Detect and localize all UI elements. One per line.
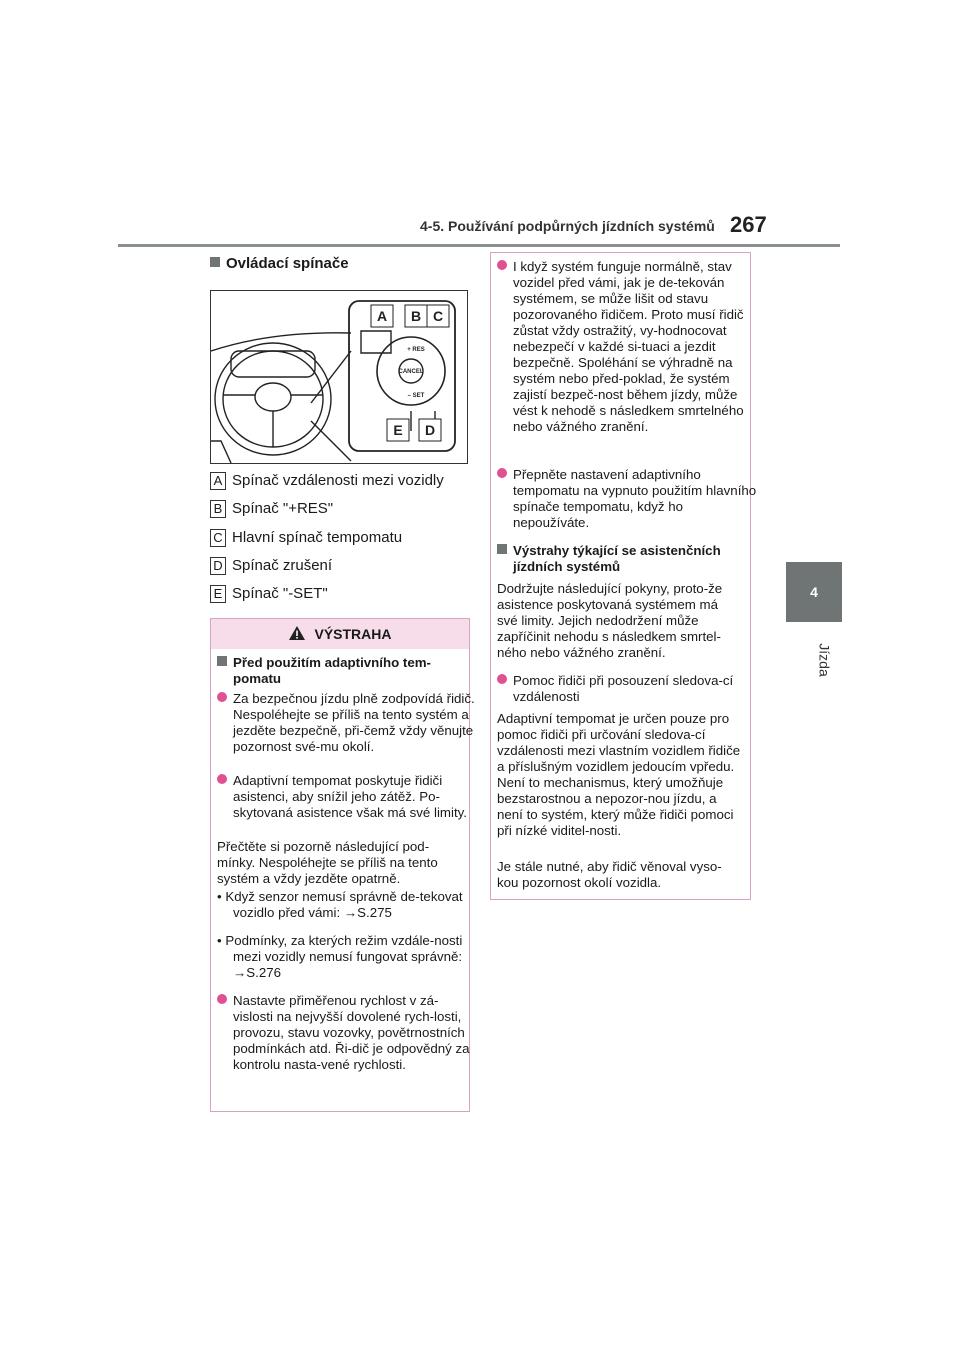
right-point-1-text: I když systém funguje normálně, stav vozidel před vámi, jak je de-tekován systémem, se může lišit od stavu pozorovaného řidičem. Proto musí řidič zůstat vždy ostražitý, vy-hodnocovat nebezpečí v každé si-tuaci a jezdit bezpečně. Spoléhání se výhradně na systém nebo před-poklad, že systém zajistí bezpeč-nost během jízdy, může vést k nehodě s následkem smrtelného nebo vážného zranění. [513, 259, 744, 434]
square-bullet-icon [210, 257, 220, 267]
pink-bullet-icon [217, 774, 227, 784]
warning-point-1-text: Za bezpečnou jízdu plně zodpovídá řidič. Nespoléhejte se příliš na tento systém a jezděte bezpečně, při-čemž vždy věnujte pozornost své-mu okolí. [233, 691, 475, 754]
steering-wheel-illustration [210, 290, 468, 464]
right-subheading [497, 543, 757, 575]
control-item-a [210, 472, 465, 490]
control-text-d: Spínač zrušení [232, 557, 333, 574]
letter-box-c: C [210, 529, 226, 547]
illus-set-label: – SET [407, 393, 425, 399]
header-rule [118, 244, 840, 247]
pink-bullet-icon [497, 674, 507, 684]
control-text-c: Hlavní spínač tempomatu [232, 529, 403, 546]
pink-bullet-icon [497, 260, 507, 270]
letter-box-b: B [210, 500, 226, 518]
warning-panel [210, 618, 475, 1112]
right-point-3 [497, 673, 757, 705]
control-text-b: Spínač "+RES" [232, 500, 334, 517]
page-number: 267 [730, 212, 767, 237]
section-header: 4-5. Používání podpůrných jízdních systémů [420, 218, 715, 234]
chapter-side-text: Jízda [816, 643, 833, 677]
warning-point-3 [217, 993, 475, 1073]
letter-box-d: D [210, 557, 226, 575]
illus-callout-e: E [393, 422, 403, 438]
control-item-b [210, 500, 465, 518]
control-text-a: Spínač vzdálenosti mezi vozidly [232, 472, 444, 489]
chapter-tab[interactable]: 4 [786, 562, 842, 622]
controls-heading [210, 255, 349, 272]
right-point-2 [497, 467, 757, 531]
right-paragraph-3: Je stále nutné, aby řidič věnoval vyso-kou pozornost okolí vozidla. [497, 859, 722, 890]
warning-bullet-2: • Podmínky, za kterých režim vzdále-nosti mezi vozidly nemusí fungovat správně: →S.276 [217, 933, 463, 980]
warning-title: VÝSTRAHA [314, 626, 392, 642]
warning-bullet-1: • Když senzor nemusí správně de-tekovat vozidlo před vámi: →S.275 [217, 889, 463, 920]
warning-paragraph: Přečtěte si pozorně následující pod-mínky. Nespoléhejte se příliš na tento systém a vždy jezděte opatrně. [217, 839, 438, 886]
illus-cancel-label: CANCEL [398, 369, 424, 375]
square-bullet-icon [217, 656, 227, 666]
right-point-2-text: Přepněte nastavení adaptivního tempomatu na vypnuto použitím hlavního spínače tempomatu, když ho nepoužíváte. [513, 467, 757, 530]
warning-subheading [217, 655, 475, 687]
controls-title: Ovládací spínače [226, 255, 349, 272]
warning-panel-continued [490, 252, 757, 900]
warning-subheading-text: Před použitím adaptivního tem-pomatu [233, 655, 431, 686]
warning-point-2-text: Adaptivní tempomat poskytuje řidiči asistenci, aby snížil jeho zátěž. Po-skytovaná asistence však má své limity. [233, 773, 468, 820]
control-text-e: Spínač "-SET" [232, 585, 328, 602]
right-point-3-text: Pomoc řidiči při posouzení sledova-cí vzdálenosti [513, 673, 734, 704]
pink-bullet-icon [217, 692, 227, 702]
warning-point-1 [217, 691, 475, 755]
warning-point-3-text: Nastavte přiměřenou rychlost v zá-vislosti na nejvyšší dovolené rych-losti, provozu, stavu vozovky, povětrnostních podmínkách atd. Ři-dič je odpovědný za kontrolu nasta-vené rychlosti. [233, 993, 470, 1072]
illus-res-label: + RES [407, 347, 425, 353]
right-paragraph-2: Adaptivní tempomat je určen pouze pro pomoc řidiči při určování sledova-cí vzdálenosti mezi vlastním vozidlem řidiče a příslušným vozidlem jedoucím vpředu. Není to mechanismus, který umožňuje bezstarostnou a nepozor-nou jízdu, a není to systém, který může řidiči pomoci při nízké viditel-nosti. [497, 711, 741, 838]
pink-bullet-icon [217, 994, 227, 1004]
illus-callout-a: A [376, 308, 388, 324]
right-paragraph-1: Dodržujte následující pokyny, proto-že asistence poskytovaná systémem má své limity. Jejich nedodržení může zapříčinit nehodu s následkem smrtel-ného nebo vážného zranění. [497, 581, 723, 660]
warning-triangle-icon [288, 625, 306, 641]
warning-header [211, 619, 469, 649]
letter-box-e: E [210, 585, 226, 603]
illus-callout-d: D [424, 422, 436, 438]
right-point-1 [497, 259, 757, 435]
illus-callout-b: B [410, 308, 422, 324]
warning-point-2 [217, 773, 475, 821]
right-subheading-text: Výstrahy týkající se asistenčních jízdních systémů [513, 543, 721, 574]
illus-callout-c: C [432, 308, 444, 324]
steering-wheel-svg [211, 291, 467, 463]
control-item-c [210, 529, 465, 547]
control-item-e [210, 585, 465, 603]
pink-bullet-icon [497, 468, 507, 478]
letter-box-a: A [210, 472, 226, 490]
control-item-d [210, 557, 465, 575]
chapter-side-label [784, 630, 844, 690]
square-bullet-icon [497, 544, 507, 554]
